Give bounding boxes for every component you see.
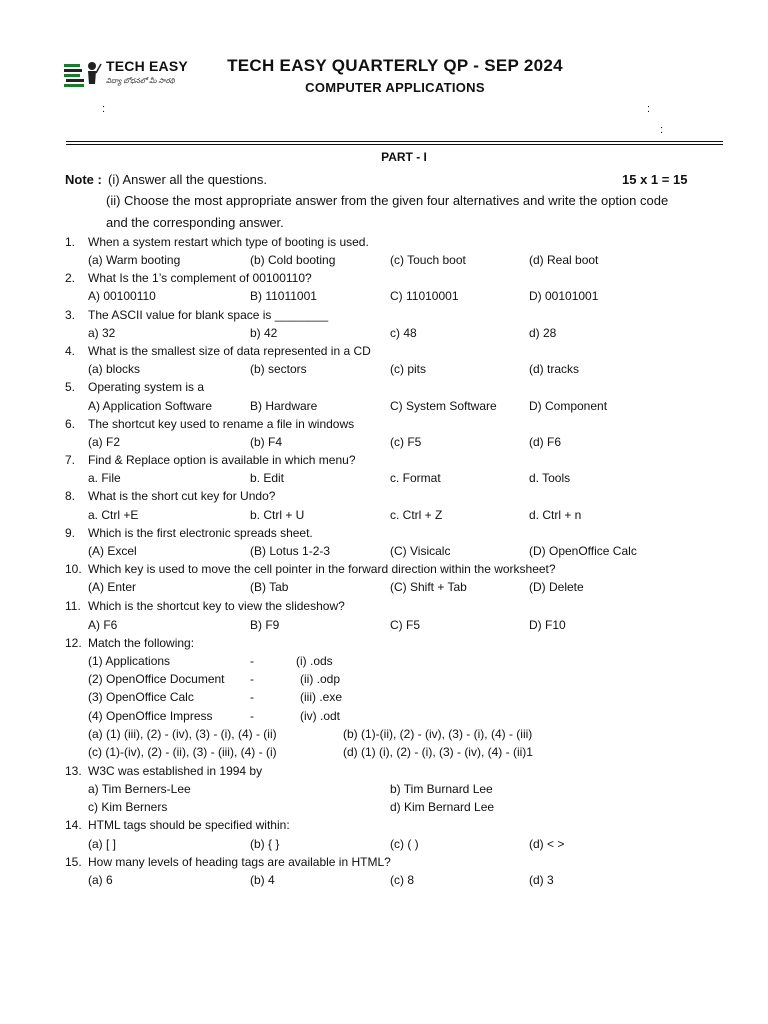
question-text: Operating system is a [88, 380, 205, 394]
option-a: a. Ctrl +E [88, 508, 139, 522]
question-number: 12. [65, 636, 82, 650]
option-c: (c) ( ) [390, 837, 419, 851]
option-d: (d) F6 [529, 435, 562, 449]
question-number: 11. [65, 599, 81, 613]
option-d: (d) Real boot [529, 253, 599, 267]
question-number: 2. [65, 271, 76, 285]
option-c: (c) Touch boot [390, 253, 466, 267]
note-label: Note : [65, 172, 102, 187]
option-a: (A) Enter [88, 580, 137, 594]
option-d: D) 00101001 [529, 289, 599, 303]
option-c: (c) (1)-(iv), (2) - (ii), (3) - (iii), (4) - (i) [88, 745, 277, 759]
question-text: What is the short cut key for Undo? [88, 489, 276, 503]
question-text: Which is the shortcut key to view the slideshow? [88, 599, 345, 613]
match-right-item: (iii) .exe [300, 690, 343, 704]
option-b: b. Edit [250, 471, 285, 485]
question-text: Match the following: [88, 636, 195, 650]
option-b: b. Ctrl + U [250, 508, 305, 522]
match-dash: - [250, 672, 254, 686]
option-c: c) 48 [390, 326, 417, 340]
option-c: (C) Visicalc [390, 544, 451, 558]
option-d: d. Ctrl + n [529, 508, 582, 522]
question-number: 15. [65, 855, 82, 869]
option-c: C) F5 [390, 618, 420, 632]
option-c: c. Format [390, 471, 441, 485]
question-text: The shortcut key used to rename a file in windows [88, 417, 355, 431]
option-c: c. Ctrl + Z [390, 508, 443, 522]
question-number: 14. [65, 818, 82, 832]
option-c: (C) Shift + Tab [390, 580, 467, 594]
question-number: 6. [65, 417, 76, 431]
option-c: (c) pits [390, 362, 426, 376]
option-b: b) 42 [250, 326, 278, 340]
tech-easy-logo [62, 56, 212, 96]
option-b: (b) 4 [250, 873, 275, 887]
option-a: (a) (1) (iii), (2) - (iv), (3) - (i), (4) - (ii) [88, 727, 277, 741]
option-b: (b) Cold booting [250, 253, 336, 267]
question-number: 1. [65, 235, 76, 249]
match-left-item: (3) OpenOffice Calc [88, 690, 194, 704]
option-b: (b) F4 [250, 435, 283, 449]
question-number: 8. [65, 489, 76, 503]
option-d: d) 28 [529, 326, 557, 340]
option-b: (b) sectors [250, 362, 307, 376]
option-d: D) F10 [529, 618, 566, 632]
field-colon: : [102, 103, 106, 115]
option-a: A) 00100110 [88, 289, 156, 303]
field-colon: : [647, 103, 651, 115]
logo-name: TECH EASY [106, 58, 188, 74]
note-line-1: (i) Answer all the questions. [108, 172, 267, 187]
logo-tagline: విద్యా బోధనలో మీ సారథి [106, 78, 175, 85]
question-text: Which key is used to move the cell pointer in the forward direction within the worksheet? [88, 562, 556, 576]
option-a: (a) F2 [88, 435, 121, 449]
option-c: (c) 8 [390, 873, 414, 887]
option-b: b) Tim Burnard Lee [390, 782, 493, 796]
part-label: PART - I [381, 150, 427, 164]
question-text: How many levels of heading tags are available in HTML? [88, 855, 391, 869]
option-a: a) Tim Berners-Lee [88, 782, 191, 796]
option-a: (a) 6 [88, 873, 113, 887]
match-left-item: (2) OpenOffice Document [88, 672, 225, 686]
option-a: a) 32 [88, 326, 116, 340]
match-dash: - [250, 654, 254, 668]
paper-subject: COMPUTER APPLICATIONS [305, 80, 485, 95]
option-a: (A) Excel [88, 544, 137, 558]
question-number: 10. [65, 562, 82, 576]
question-text: When a system restart which type of booting is used. [88, 235, 369, 249]
question-text: Which is the first electronic spreads sheet. [88, 526, 313, 540]
note-line-3: and the corresponding answer. [106, 215, 284, 230]
option-d: d. Tools [529, 471, 571, 485]
option-a: A) F6 [88, 618, 118, 632]
option-b: (B) Lotus 1-2-3 [250, 544, 331, 558]
option-a: (a) blocks [88, 362, 141, 376]
option-d: D) Component [529, 399, 608, 413]
option-d: (d) < > [529, 837, 565, 851]
note-line-2: (ii) Choose the most appropriate answer from the given four alternatives and write the option code [106, 193, 669, 208]
option-b: (b) { } [250, 837, 280, 851]
option-a: A) Application Software [88, 399, 213, 413]
option-c: C) 11010001 [390, 289, 459, 303]
option-b: B) 11011001 [250, 289, 317, 303]
question-number: 4. [65, 344, 76, 358]
option-d: (D) OpenOffice Calc [529, 544, 637, 558]
option-a: a. File [88, 471, 121, 485]
paper-title: TECH EASY QUARTERLY QP - SEP 2024 [227, 56, 563, 75]
question-number: 3. [65, 308, 76, 322]
match-dash: - [250, 690, 254, 704]
option-a: (a) Warm booting [88, 253, 181, 267]
option-d: (d) tracks [529, 362, 580, 376]
match-left-item: (1) Applications [88, 654, 171, 668]
question-number: 9. [65, 526, 76, 540]
question-text: What is the smallest size of data represented in a CD [88, 344, 371, 358]
question-text: Find & Replace option is available in which menu? [88, 453, 356, 467]
question-number: 13. [65, 764, 82, 778]
teacher-board-icon [62, 58, 102, 92]
question-text: W3C was established in 1994 by [88, 764, 263, 778]
header-divider [66, 144, 723, 145]
question-text: HTML tags should be specified within: [88, 818, 290, 832]
option-c: c) Kim Berners [88, 800, 168, 814]
match-left-item: (4) OpenOffice Impress [88, 709, 213, 723]
option-d: (d) (1) (i), (2) - (i), (3) - (iv), (4) - (ii)1 [343, 745, 533, 759]
option-b: B) Hardware [250, 399, 318, 413]
option-c: C) System Software [390, 399, 497, 413]
match-right-item: (i) .ods [296, 654, 333, 668]
match-right-item: (ii) .odp [300, 672, 341, 686]
option-c: (c) F5 [390, 435, 422, 449]
option-d: (d) 3 [529, 873, 554, 887]
question-text: What Is the 1’s complement of 00100110? [88, 271, 312, 285]
match-right-item: (iv) .odt [300, 709, 341, 723]
option-a: (a) [ ] [88, 837, 117, 851]
marks-summary: 15 x 1 = 15 [622, 172, 688, 187]
option-d: (D) Delete [529, 580, 584, 594]
option-b: (b) (1)-(ii), (2) - (iv), (3) - (i), (4) - (iii) [343, 727, 533, 741]
header-divider [66, 141, 723, 142]
option-b: (B) Tab [250, 580, 289, 594]
question-text: The ASCII value for blank space is ________ [88, 308, 329, 322]
question-number: 5. [65, 380, 76, 394]
option-b: B) F9 [250, 618, 280, 632]
field-colon: : [660, 124, 664, 136]
question-number: 7. [65, 453, 76, 467]
option-d: d) Kim Bernard Lee [390, 800, 495, 814]
match-dash: - [250, 709, 254, 723]
